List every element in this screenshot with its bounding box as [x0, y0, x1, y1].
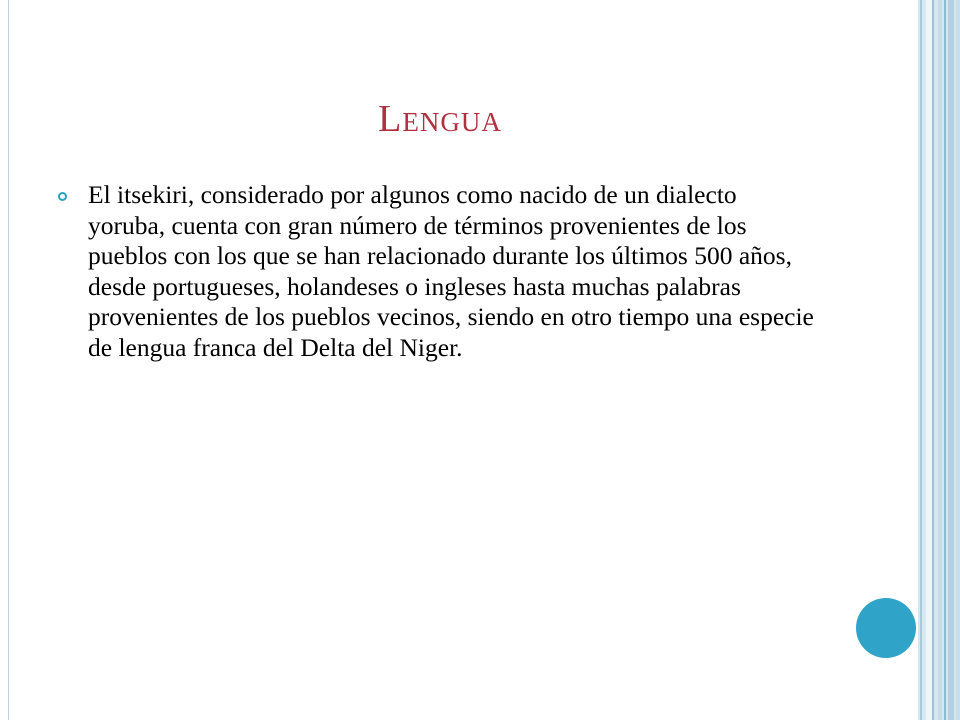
frame-stripe — [948, 0, 954, 720]
bullet-circle-icon — [58, 192, 67, 201]
slide-title: Lengua — [378, 98, 502, 140]
frame-stripe — [956, 0, 960, 720]
decorative-circle — [856, 598, 916, 658]
frame-stripe — [920, 0, 922, 720]
bullet-text: El itsekiri, considerado por algunos como nacido de un dialecto yoruba, cuenta con gran número de términos provenientes de los pueblos con los que se han relacionado durante los últimos 500 años, desde portugueses, holandeses o ingleses hasta muchas palabras provenientes de los pueblos vecinos, siendo en otro tiempo una especie de lengua franca del Delta del Niger. — [88, 180, 814, 362]
right-frame-stripes — [918, 0, 960, 720]
frame-stripe — [944, 0, 946, 720]
frame-stripe — [932, 0, 934, 720]
frame-stripe — [938, 0, 942, 720]
